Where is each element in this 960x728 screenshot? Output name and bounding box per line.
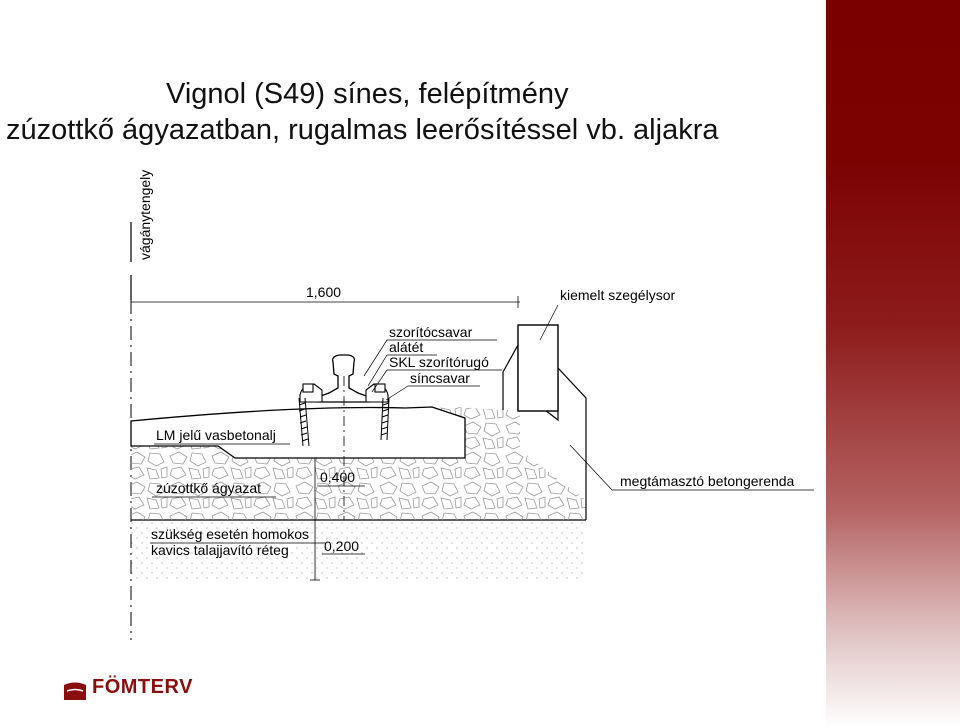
dimension-1600 <box>131 284 520 308</box>
dimension-0200-label: 0,200 <box>324 538 360 554</box>
rail-profile <box>318 355 369 402</box>
dimension-0400-label: 0,400 <box>320 469 356 485</box>
logo-mark-icon <box>62 678 88 704</box>
label-subbase-line-2: kavics talajjavító réteg <box>151 542 289 558</box>
label-rail-screw: síncsavar <box>410 370 470 386</box>
label-support-beam: megtámasztó betongerenda <box>620 473 795 489</box>
label-skl-spring: SKL szorítórugó <box>389 354 489 370</box>
label-subbase-line-1: szükség esetén homokos <box>151 526 309 542</box>
label-washer: alátét <box>389 339 424 355</box>
slide-title-line-2: zúzottkő ágyazatban, rugalmas leerősítéssel vb. aljakra <box>6 114 719 146</box>
logo-wordmark: FÖMTERV <box>92 676 193 698</box>
decorative-side-band <box>826 0 960 728</box>
raised-kerb <box>518 325 558 411</box>
label-raised-kerb: kiemelt szegélysor <box>560 287 676 303</box>
track-axis-label: vágánytengely <box>137 169 153 260</box>
dimension-1600-label: 1,600 <box>306 284 342 300</box>
label-clamp-screw: szorítócsavar <box>389 324 473 340</box>
slide-title-line-1: Vignol (S49) sínes, felépítmény <box>166 78 569 110</box>
label-ballast-bed: zúzottkő ágyazat <box>156 480 262 496</box>
company-logo <box>62 676 212 706</box>
label-concrete-sleeper: LM jelű vasbetonalj <box>156 427 276 443</box>
